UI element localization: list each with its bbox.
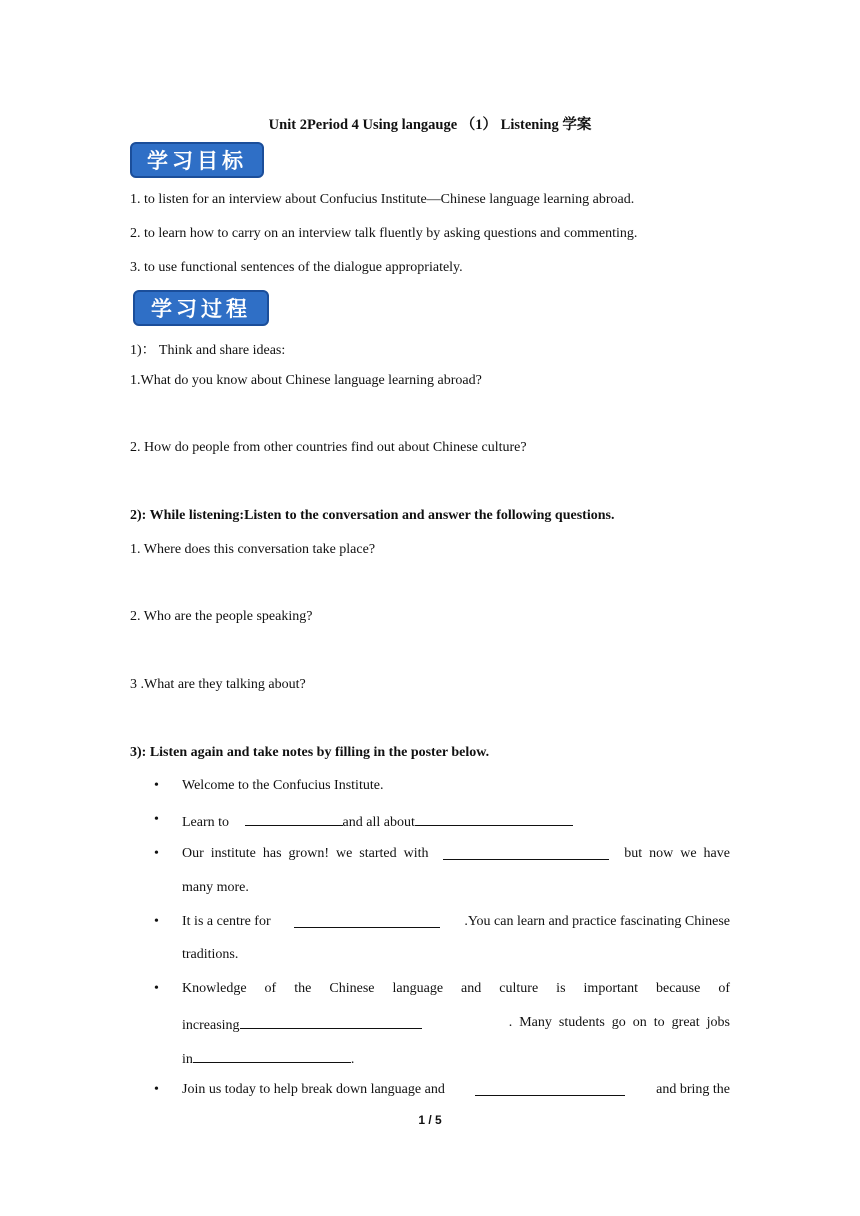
fill-blank[interactable] xyxy=(443,846,609,860)
bullet-text: but now we have xyxy=(624,846,730,861)
part1-question-2: 2. How do people from other countries find out about Chinese culture? xyxy=(130,440,527,455)
bullet-text-continued: traditions. xyxy=(182,947,239,962)
bullet-text-continued: increasing xyxy=(182,1018,240,1033)
bullet-icon: • xyxy=(154,1082,159,1097)
fill-blank[interactable] xyxy=(294,914,440,928)
bullet-icon: • xyxy=(154,778,159,793)
part1-question-1: 1.What do you know about Chinese language learning abroad? xyxy=(130,373,482,388)
fill-blank[interactable] xyxy=(193,1049,351,1063)
part1-heading: 1)： Think and share ideas: xyxy=(130,343,286,358)
bullet-icon: • xyxy=(154,846,159,861)
bullet-text: and bring the xyxy=(656,1082,730,1097)
bullet-icon: • xyxy=(154,981,159,996)
fill-blank[interactable] xyxy=(240,1015,422,1029)
part2-question-2: 2. Who are the people speaking? xyxy=(130,609,313,624)
fill-blank[interactable] xyxy=(415,812,573,826)
bullet-text: .You can learn and practice fascinating Chinese xyxy=(464,914,730,929)
learning-process-badge: 学习过程 xyxy=(133,290,269,326)
bullet-icon: • xyxy=(154,914,159,929)
goal-3: 3. to use functional sentences of the dialogue appropriately. xyxy=(130,260,463,275)
bullet-text: Our institute has grown! we started with xyxy=(182,846,429,861)
part2-heading: 2): While listening:Listen to the conversation and answer the following questions. xyxy=(130,508,615,523)
document-title: Unit 2Period 4 Using langauge （1） Listening 学案 xyxy=(268,117,592,133)
bullet-icon: • xyxy=(154,812,159,827)
page-number: 1 / 5 xyxy=(418,1113,442,1127)
fill-blank[interactable] xyxy=(245,812,343,826)
part2-question-1: 1. Where does this conversation take place? xyxy=(130,542,376,557)
bullet-text-continued: . Many students go on to great jobs xyxy=(508,1015,730,1030)
bullet-text-continued: in xyxy=(182,1052,193,1067)
part2-question-3: 3 .What are they talking about? xyxy=(130,677,306,692)
goal-2: 2. to learn how to carry on an interview talk fluently by asking questions and commenting. xyxy=(130,226,638,241)
learning-goals-badge: 学习目标 xyxy=(130,142,264,178)
bullet-text: Learn to xyxy=(182,815,230,830)
bullet-text: Welcome to the Confucius Institute. xyxy=(182,778,384,793)
goal-1: 1. to listen for an interview about Confucius Institute—Chinese language learning abroad. xyxy=(130,192,635,207)
bullet-text-continued: . xyxy=(350,1052,355,1067)
bullet-text: and all about xyxy=(342,815,415,830)
bullet-text: Join us today to help break down language and xyxy=(182,1082,445,1097)
bullet-text: Knowledge of the Chinese language and culture is important because of xyxy=(182,981,730,996)
part3-heading: 3): Listen again and take notes by filling in the poster below. xyxy=(130,745,490,760)
bullet-text-continued: many more. xyxy=(182,880,249,895)
fill-blank[interactable] xyxy=(475,1082,625,1096)
bullet-text: It is a centre for xyxy=(182,914,271,929)
